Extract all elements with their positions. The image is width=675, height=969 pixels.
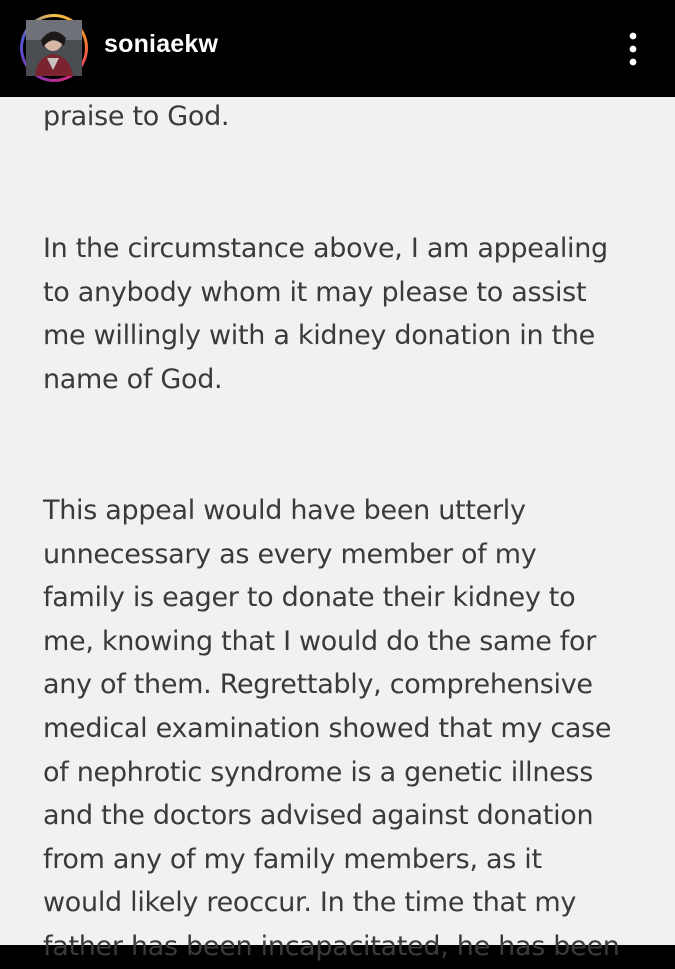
paragraph-3: This appeal would have been utterly unnecessary as every member of my family is eager to donate their kidney to me, knowing that I would do the same for any of them. Regrettably, comprehensive medical examination showed that my case of nephrotic syndrome is a genetic illness and the doctors advised against donation from any of my family members, as it would likely reoccur. In the time that my father has been incapacitated, he has been [43,495,620,962]
avatar-image-icon [26,20,82,76]
vertical-ellipsis-icon [628,32,638,66]
more-options-button[interactable] [616,28,650,70]
avatar[interactable] [26,20,82,76]
username[interactable]: soniaekw [104,30,219,58]
post-image-text [0,97,675,962]
paragraph-2: In the circumstance above, I am appealing to anybody whom it may please to assist me willingly with a kidney donation in the name of God. [43,233,608,395]
avatar-border [23,17,85,79]
post-header [0,0,675,97]
story-ring[interactable] [20,14,88,82]
paragraph-1: praise to God. [43,101,230,132]
